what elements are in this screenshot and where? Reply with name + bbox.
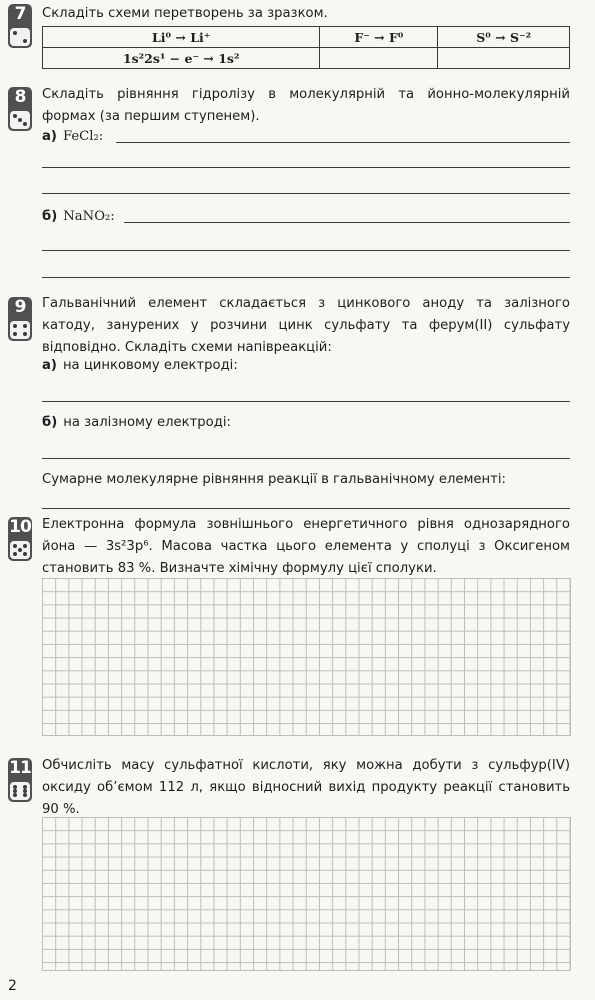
task-number-badge [8,758,32,802]
task-text: Електронна формула зовнішнього енергетичного рівня однозарядного йона — 3s²3p⁶. Масова частка цього елемента у сполуці з Оксигеном становить 83 %. Визначте хімічну формулу цієї сполуки. [42,517,570,576]
answer-line[interactable] [42,401,570,402]
task-number-badge [8,87,32,131]
answer-line[interactable] [42,458,570,459]
answer-line[interactable] [42,167,570,168]
dice-icon [10,541,30,559]
answer-line[interactable] [42,508,570,509]
task-number: 10 [9,517,31,537]
task-number-badge [8,297,32,341]
table-cell-s-answer[interactable] [438,48,570,69]
answer-grid[interactable] [42,817,571,971]
task-number: 9 [14,297,26,317]
subtask-label: NaNO₂: [63,209,115,224]
answer-line[interactable] [42,277,570,278]
page-number: 2 [8,978,17,994]
answer-grid[interactable] [42,578,571,736]
subtask-label: на цинковому електроді: [62,358,238,373]
task-number-badge [8,4,32,48]
dice-icon [10,782,30,800]
subtask-a [42,356,238,376]
dice-icon [10,321,30,339]
subtask-label: FeCl₂: [62,129,104,144]
table-header-f: F⁻ → F⁰ [320,27,438,48]
task-text: Складіть рівняння гідролізу в молекулярній та йонно-молекулярній формах (за першим ступенем). [42,87,570,124]
task-number: 11 [9,758,31,778]
table-cell-li-example: 1s²2s¹ − e⁻ → 1s² [43,48,320,69]
answer-line[interactable] [124,222,570,223]
subtask-a [42,127,103,147]
task-number: 8 [14,87,26,107]
scheme-table [42,26,570,69]
subtask-marker: б) [42,415,58,430]
task-text: Гальванічний елемент складається з цинкового аноду та залізного катоду, занурених у розчини цинк сульфату та ферум(II) сульфату відповідно. Складіть схеми напівреакцій: [42,296,570,355]
summary-prompt: Сумарне молекулярне рівняння реакції в гальванічному елементі: [42,472,506,487]
dice-icon [10,111,30,129]
subtask-label: на залізному електроді: [63,415,231,430]
task-text: Обчисліть масу сульфатної кислоти, яку можна добути з сульфур(IV) оксиду об’ємом 112 л, якщо відносний вихід продукту реакції становить 90 %. [42,758,570,817]
table-header-li: Li⁰ → Li⁺ [43,27,320,48]
answer-line[interactable] [42,193,570,194]
subtask-b [42,413,231,433]
table-header-s: S⁰ → S⁻² [438,27,570,48]
answer-line[interactable] [42,250,570,251]
dice-icon [10,28,30,46]
subtask-marker: б) [42,209,58,224]
task-text: Складіть схеми перетворень за зразком. [42,6,328,21]
task-number: 7 [14,4,26,24]
subtask-marker: а) [42,358,57,373]
subtask-b [42,207,115,227]
task-number-badge [8,517,32,561]
table-cell-f-answer[interactable] [320,48,438,69]
subtask-marker: а) [42,129,57,144]
answer-line[interactable] [116,142,570,143]
